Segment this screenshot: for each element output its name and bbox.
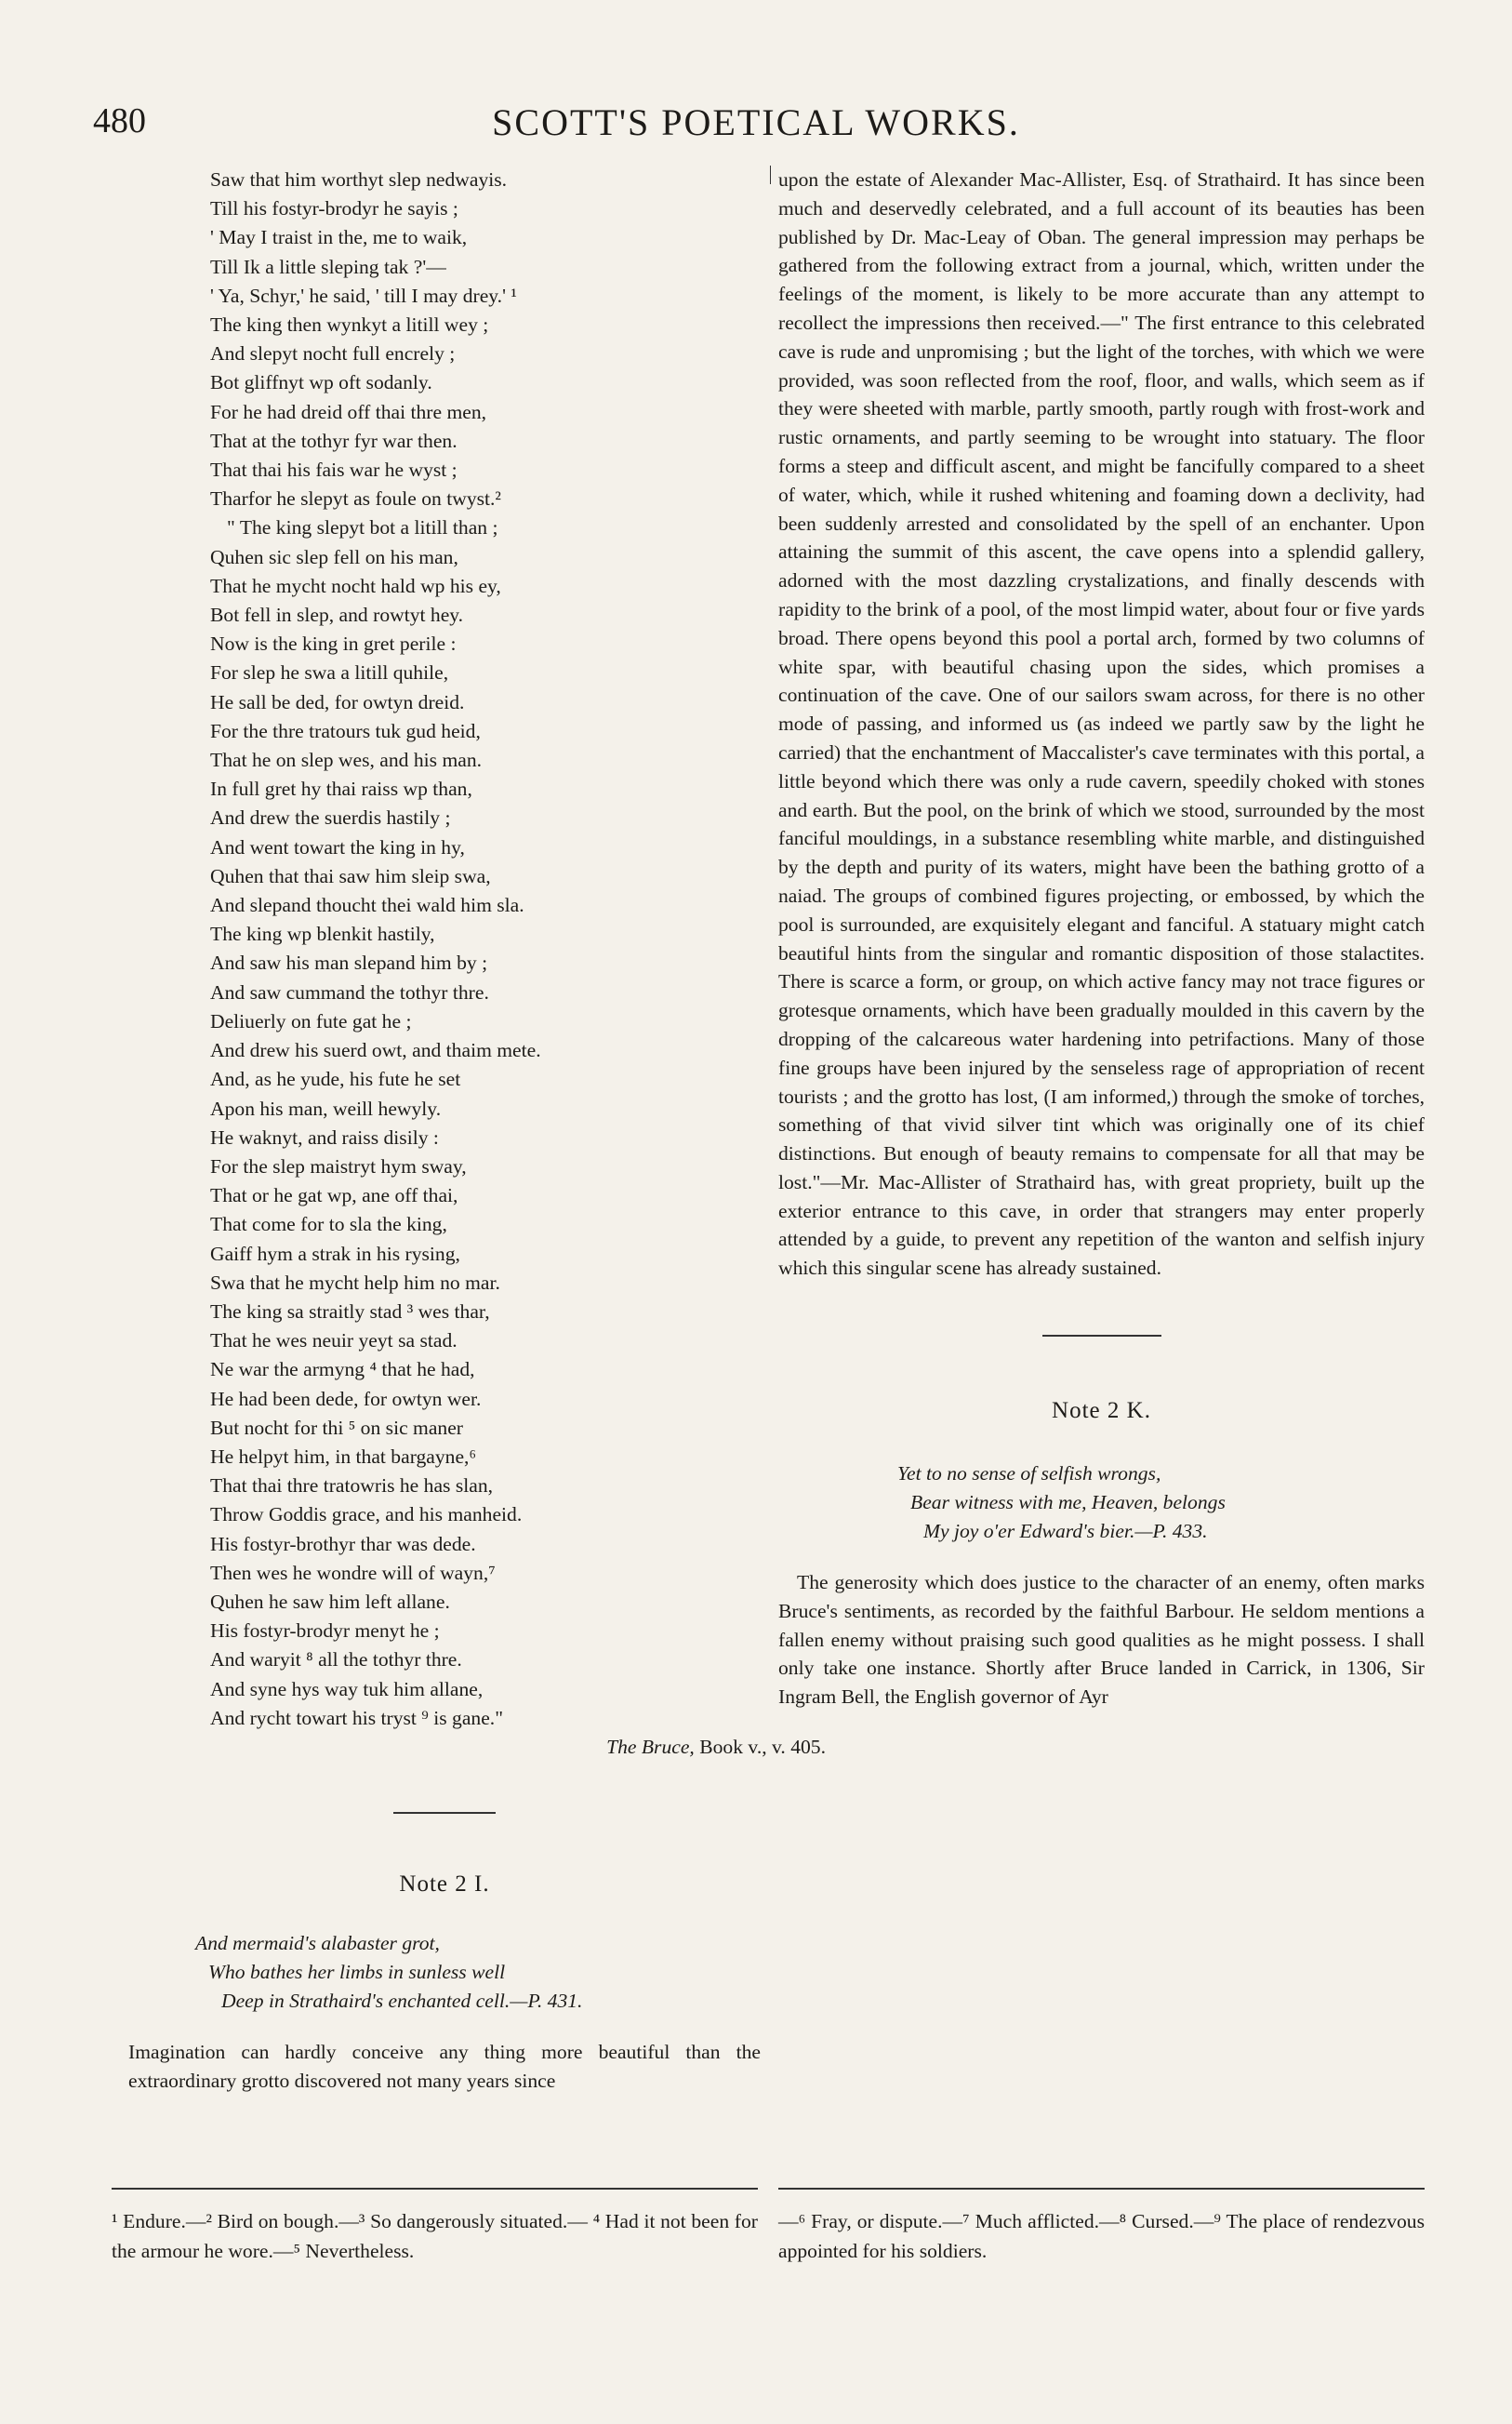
poem-line: Till his fostyr-brodyr he sayis ; [210, 197, 458, 220]
epigraph-line: Bear witness with me, Heaven, belongs [910, 1491, 1226, 1514]
running-title: SCOTT'S POETICAL WORKS. [492, 101, 1020, 143]
poem-line: His fostyr-brothyr thar was dede. [210, 1532, 476, 1555]
poem-line: Bot gliffnyt wp oft sodanly. [210, 371, 432, 394]
right-column [778, 166, 1425, 1711]
poem-line: That he on slep wes, and his man. [210, 749, 483, 772]
poem-line: The king sa straitly stad ³ wes thar, [210, 1299, 490, 1323]
poem-line: He helpyt him, in that bargayne,⁶ [210, 1445, 476, 1468]
poem-line: That he mycht nocht hald wp his ey, [210, 574, 501, 597]
note-2i-continuation: upon the estate of Alexander Mac-Allister, Esq. of Strathaird. It has since been much and deservedly celebrated, and a full account of its beauties has been published by Dr. Mac-Leay of Oban. The general impression may perhaps be gathered from the following extract from a journal, which, written under the feelings of the moment, is likely to be more accurate than any attempt to recollect the impressions then received.—" The first entrance to this celebrated cave is rude and unpromising ; but the light of the torches, with which we were provided, was soon reflected from the roof, floor, and walls, which seem as if they were sheeted with marble, partly smooth, partly rough with frost-work and rustic ornaments, and partly seeming to be wrought into statuary. The floor forms a steep and difficult ascent, and might be fancifully compared to a sheet of water, which, while it rushed whitening and foaming down a declivity, had been suddenly arrested and consolidated by the spell of an enchanter. Upon attaining the summit of this ascent, the cave opens into a splendid gallery, adorned with the most dazzling crystalizations, and finally descends with rapidity to the brink of a pool, of the most limpid water, about four or five yards broad. There opens beyond this pool a portal arch, formed by two columns of white spar, with beautiful chasing upon the sides, which promises a continuation of the cave. One of our sailors swam across, for there is no other mode of passing, and informed us (as indeed we partly saw by the light he carried) that the enchantment of Maccalister's cave terminates with this portal, a little beyond which there was only a rude cavern, speedily choked with stones and earth. But the pool, on the brink of which we stood, surrounded by the most fanciful mouldings, in a substance resembling white marble, and distinguished by the depth and purity of its waters, might have been the bathing grotto of a naiad. The groups of combined figures projecting, or embossed, by which the pool is surrounded, are exquisitely elegant and fanciful. A statuary might catch beautiful hints from the singular and romantic disposition of those stalactites. There is scarce a form, or group, on which active fancy may not trace figures or grotesque ornaments, which have been gradually moulded in this cavern by the dropping of the calcareous water hardening into petrifactions. Many of those fine groups have been injured by the senseless rage of appropriation of recent tourists ; and the grotto has lost, (I am informed,) through the smoke of torches, something of that vivid silver tint which was originally one of its chief distinctions. But enough of beauty remains to compensate for all that may be lost."—Mr. Mac-Allister of Strathaird has, with great propriety, built up the exterior entrance to this cave, in order that strangers may enter properly attended by a guide, to prevent any repetition of the wanton and selfish injury which this singular scene has already sustained. [778, 168, 1425, 1280]
poem-line: Quhen sic slep fell on his man, [210, 545, 458, 568]
poem-line: And slepyt nocht full encrely ; [210, 342, 456, 366]
poem-line: And syne hys way tuk him allane, [210, 1677, 484, 1700]
poem-source [210, 1733, 826, 1762]
poem-line: That at the tothyr fyr war then. [210, 429, 458, 452]
poem-line: Apon his man, weill hewyly. [210, 1097, 442, 1120]
poem-line: " The king slepyt bot a litill than ; [227, 516, 498, 539]
poem-line: That he wes neuir yeyt sa stad. [210, 1329, 458, 1352]
poem-line: That thai his fais war he wyst ; [210, 459, 458, 482]
poem-line: That thai thre tratowris he has slan, [210, 1474, 494, 1498]
poem-line: ' Ya, Schyr,' he said, ' till I may drey.' ¹ [210, 284, 517, 307]
epigraph-line: Who bathes her limbs in sunless well [208, 1961, 506, 1984]
poem-line: And saw his man slepand him by ; [210, 952, 488, 975]
poem-line: Tharfor he slepyt as foule on twyst.² [210, 487, 501, 511]
poem-excerpt [210, 166, 761, 1733]
section-rule [393, 1812, 496, 1814]
poem-line: His fostyr-brodyr menyt he ; [210, 1619, 440, 1643]
section-rule [1042, 1335, 1161, 1337]
poem-line: For slep he swa a litill quhile, [210, 661, 449, 685]
poem-line: That or he gat wp, ane off thai, [210, 1184, 458, 1207]
poem-line: The king wp blenkit hastily, [210, 923, 435, 946]
note-2i-epigraph [195, 1929, 761, 2016]
poem-line: In full gret hy thai raiss wp than, [210, 778, 472, 801]
poem-line: For the slep maistryt hym sway, [210, 1154, 467, 1178]
source-title: The Bruce, [606, 1735, 695, 1758]
poem-line: And, as he yude, his fute he set [210, 1068, 461, 1091]
footnote-rule-right [778, 2188, 1425, 2190]
poem-line: Deliuerly on fute gat he ; [210, 1009, 412, 1032]
poem-line: Quhen he saw him left allane. [210, 1590, 450, 1613]
poem-line: The king then wynkyt a litill wey ; [210, 313, 489, 337]
poem-line: And slepand thoucht thei wald him sla. [210, 894, 524, 917]
poem-line: And drew the suerdis hastily ; [210, 806, 451, 830]
poem-line: That come for to sla the king, [210, 1213, 447, 1236]
page-number: 480 [93, 101, 146, 140]
note-2i-text: Imagination can hardly conceive any thing more beautiful than the extraordinary grotto discovered not many years since [128, 2041, 761, 2092]
poem-line: Now is the king in gret perile : [210, 633, 457, 656]
page-header [0, 100, 1512, 153]
poem-line: He waknyt, and raiss disily : [210, 1125, 439, 1149]
note-2k-heading: Note 2 K. [1052, 1398, 1151, 1424]
note-2i-heading: Note 2 I. [399, 1871, 490, 1898]
column-divider [770, 166, 771, 184]
poem-line: But nocht for thi ⁵ on sic maner [210, 1416, 463, 1439]
poem-line: Ne war the armyng ⁴ that he had, [210, 1358, 475, 1381]
epigraph-line: Deep in Strathaird's enchanted cell.—P. 431. [221, 1990, 583, 2013]
poem-line: He had been dede, for owtyn wer. [210, 1387, 482, 1410]
source-ref: Book v., v. 405. [699, 1735, 826, 1758]
poem-line: ' May I traist in the, me to waik, [210, 226, 468, 249]
poem-line: Quhen that thai saw him sleip swa, [210, 864, 491, 887]
poem-line: Bot fell in slep, and rowtyt hey. [210, 604, 464, 627]
poem-line: And went towart the king in hy, [210, 835, 465, 859]
poem-line: And saw cummand the tothyr thre. [210, 980, 489, 1004]
poem-line: Saw that him worthyt slep nedwayis. [210, 168, 508, 191]
poem-line: He sall be ded, for owtyn dreid. [210, 690, 465, 713]
poem-line: For the thre tratours tuk gud heid, [210, 719, 481, 742]
left-column [128, 166, 826, 2096]
poem-line: For he had dreid off thai thre men, [210, 400, 487, 423]
epigraph-line: My joy o'er Edward's bier.—P. 433. [923, 1520, 1208, 1543]
note-2k-text: The generosity which does justice to the character of an enemy, often marks Bruce's sentiments, as recorded by the faithful Barbour. He seldom mentions a fallen enemy without praising such good qualities as he might possess. I shall only take one instance. Shortly after Bruce landed in Carrick, in 1306, Sir Ingram Bell, the English governor of Ayr [778, 1571, 1425, 1709]
poem-line: Till Ik a little sleping tak ?'— [210, 255, 446, 278]
footnote-rule-left [112, 2188, 758, 2190]
poem-line: And drew his suerd owt, and thaim mete. [210, 1039, 541, 1062]
footnotes-right: —⁶ Fray, or dispute.—⁷ Much afflicted.—⁸ Cursed.—⁹ The place of rendezvous appointed for his soldiers. [778, 2210, 1425, 2262]
epigraph-line: And mermaid's alabaster grot, [195, 1932, 440, 1955]
poem-line: Swa that he mycht help him no mar. [210, 1271, 500, 1294]
poem-line: And waryit ⁸ all the tothyr thre. [210, 1648, 462, 1671]
poem-line: Gaiff hym a strak in his rysing, [210, 1242, 460, 1265]
poem-line: Then wes he wondre will of wayn,⁷ [210, 1561, 496, 1584]
note-2k-epigraph [897, 1459, 1425, 1546]
poem-line: And rycht towart his tryst ⁹ is gane." [210, 1706, 504, 1729]
footnotes-left: ¹ Endure.—² Bird on bough.—³ So dangerously situated.— ⁴ Had it not been for the armour he wore.—⁵ Nevertheless. [112, 2210, 758, 2262]
poem-line: Throw Goddis grace, and his manheid. [210, 1503, 523, 1526]
epigraph-line: Yet to no sense of selfish wrongs, [897, 1462, 1161, 1485]
